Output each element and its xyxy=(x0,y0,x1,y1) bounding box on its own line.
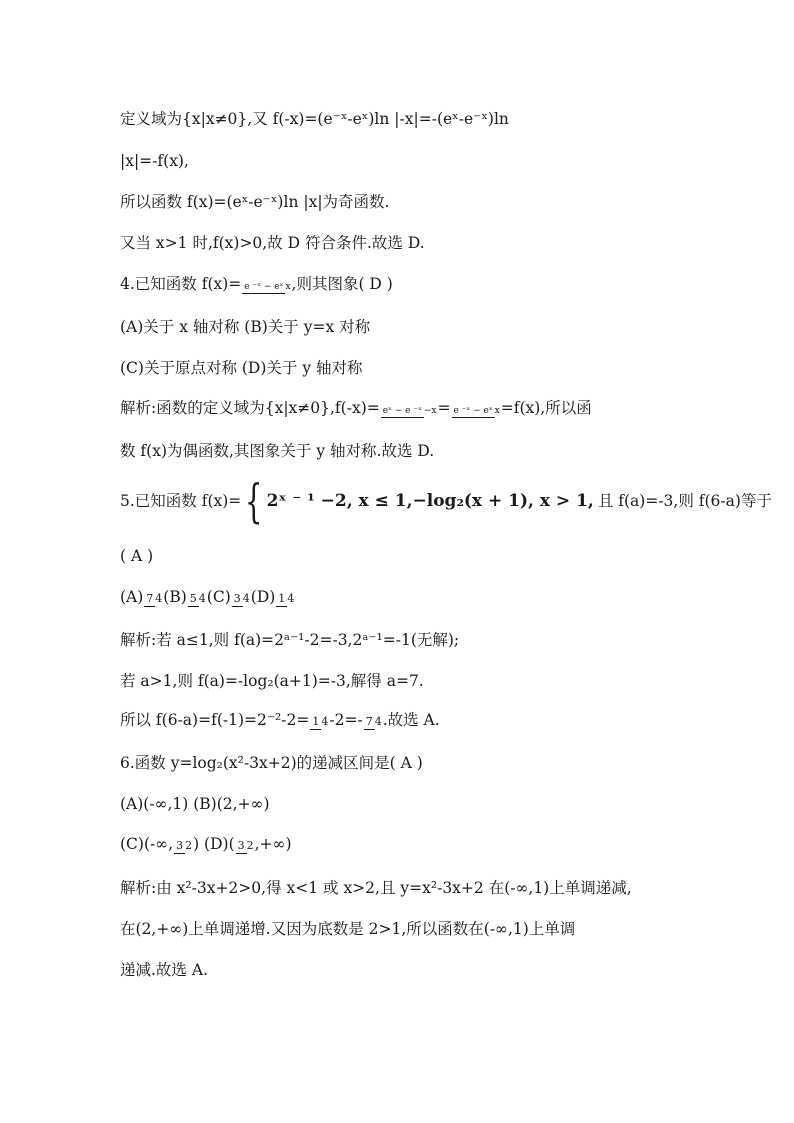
option-line: (A) 7 4(B) 5 4(C) 3 4(D) 1 4 xyxy=(120,588,295,606)
text-line: 所以函数 f(x)=(eˣ-e⁻ˣ)ln |x|为奇函数. xyxy=(120,193,390,211)
solution-line: 解析:函数的定义域为{x|x≠0},f(-x)= eˣ − e ⁻ˣ −x= e ⁻ˣ − eˣ x=f(x),所以函 xyxy=(120,399,592,417)
fraction: 5 4 xyxy=(189,591,206,605)
piecewise-cases: 2ˣ ⁻ ¹ −2, x ≤ 1,−log₂(x + 1), x > 1, xyxy=(266,491,594,511)
solution-line: 数 f(x)为偶函数,其图象关于 y 轴对称.故选 D. xyxy=(120,442,435,460)
fraction: eˣ − e ⁻ˣ −x xyxy=(382,405,437,416)
answer-line: ( A ) xyxy=(120,547,154,565)
fraction: e ⁻ˣ − eˣ x xyxy=(453,405,500,416)
question-5: 5.已知函数 f(x)={ 2ˣ ⁻ ¹ −2, x ≤ 1,−log₂(x + 1), x > 1, 且 f(a)=-3,则 f(6-a)等于 xyxy=(120,474,772,528)
fraction: 3 4 xyxy=(233,591,250,605)
fraction: e ⁻ˣ − eˣ x xyxy=(244,281,291,292)
fraction: 1 4 xyxy=(278,591,295,605)
solution-line: 若 a>1,则 f(a)=-log₂(a+1)=-3,解得 a=7. xyxy=(120,672,424,690)
left-brace-icon: { xyxy=(245,474,263,528)
fraction: 7 4 xyxy=(365,714,382,728)
text-line: 又当 x>1 时,f(x)>0,故 D 符合条件.故选 D. xyxy=(120,234,425,252)
solution-line: 所以 f(6-a)=f(-1)=2⁻²-2= 1 4-2=- 7 4.故选 A. xyxy=(120,711,440,729)
option-line: (A)(-∞,1) (B)(2,+∞) xyxy=(120,795,270,813)
question-6: 6.函数 y=log₂(x²-3x+2)的递减区间是( A ) xyxy=(120,754,423,772)
option-line: (C)关于原点对称 (D)关于 y 轴对称 xyxy=(120,359,363,377)
fraction: 3 2 xyxy=(237,838,254,852)
solution-line: 解析:若 a≤1,则 f(a)=2ᵃ⁻¹-2=-3,2ᵃ⁻¹=-1(无解); xyxy=(120,631,460,649)
fraction: 7 4 xyxy=(146,591,163,605)
solution-line: 在(2,+∞)上单调递增.又因为底数是 2>1,所以函数在(-∞,1)上单调 xyxy=(120,920,576,938)
option-line: (C)(-∞, 3 2) (D)( 3 2,+∞) xyxy=(120,835,292,853)
text-line: |x|=-f(x), xyxy=(120,152,189,170)
fraction: 3 2 xyxy=(176,838,193,852)
option-line: (A)关于 x 轴对称 (B)关于 y=x 对称 xyxy=(120,318,371,336)
text-line: 定义域为{x|x≠0},又 f(-x)=(e⁻ˣ-eˣ)ln |-x|=-(eˣ-e⁻ˣ)ln xyxy=(120,110,509,128)
solution-line: 解析:由 x²-3x+2>0,得 x<1 或 x>2,且 y=x²-3x+2 在(-∞,1)上单调递减, xyxy=(120,879,632,897)
fraction: 1 4 xyxy=(312,714,329,728)
solution-line: 递减.故选 A. xyxy=(120,961,208,979)
question-4: 4.已知函数 f(x)= e ⁻ˣ − eˣ x,则其图象( D ) xyxy=(120,275,393,293)
